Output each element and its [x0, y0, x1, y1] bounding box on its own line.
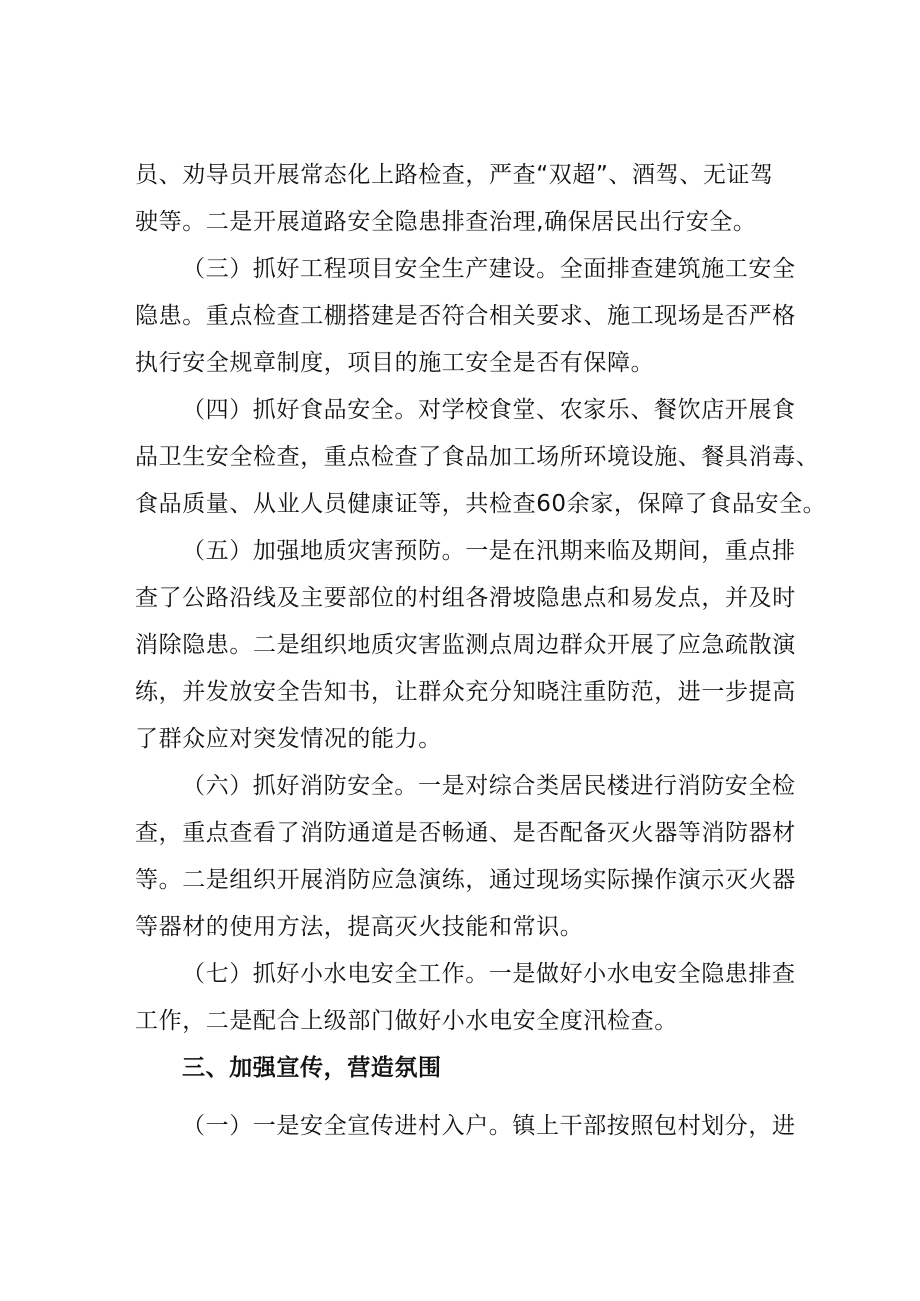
subsection-1-paragraph-start: （一）一是安全宣传进村入户。镇上干部按照包村划分，进 — [182, 1113, 796, 1139]
body-text-line: 消除隐患。二是组织地质灾害监测点周边群众开展了应急疏散演 — [135, 632, 796, 658]
body-text-line: 品卫生安全检查，重点检查了食品加工场所环境设施、餐具消毒、 — [135, 444, 820, 470]
section-4-paragraph-start: （四）抓好食品安全。对学校食堂、农家乐、餐饮店开展食 — [182, 397, 796, 423]
body-text-line: 等器材的使用方法，提高灭火技能和常识。 — [135, 914, 584, 940]
section-heading: 三、加强宣传，营造氛围 — [182, 1055, 442, 1081]
body-text-line: 食品质量、从业人员健康证等，共检查60余家，保障了食品安全。 — [135, 491, 827, 517]
body-text-line: 隐患。重点检查工棚搭建是否符合相关要求、施工现场是否严格 — [135, 303, 796, 329]
section-6-paragraph-start: （六）抓好消防安全。一是对综合类居民楼进行消防安全检 — [182, 773, 796, 799]
section-7-paragraph-start: （七）抓好小水电安全工作。一是做好小水电安全隐患排查 — [182, 961, 796, 987]
body-text-line: 查，重点查看了消防通道是否畅通、是否配备灭火器等消防器材 — [135, 820, 796, 846]
body-text-line: 执行安全规章制度，项目的施工安全是否有保障。 — [135, 350, 655, 376]
body-text-line: 了群众应对突发情况的能力。 — [135, 726, 442, 752]
body-text-line: 练，并发放安全告知书，让群众充分知晓注重防范，进一步提高 — [135, 679, 796, 705]
body-text-line: 工作，二是配合上级部门做好小水电安全度汛检查。 — [135, 1008, 678, 1034]
body-text-line: 查了公路沿线及主要部位的村组各滑坡隐患点和易发点，并及时 — [135, 585, 796, 611]
section-3-paragraph-start: （三）抓好工程项目安全生产建设。全面排查建筑施工安全 — [182, 256, 796, 282]
body-text-line: 员、劝导员开展常态化上路检查，严查“双超”、酒驾、无证驾 — [135, 162, 774, 188]
body-text-line: 驶等。二是开展道路安全隐患排查治理,确保居民出行安全。 — [135, 209, 757, 235]
section-5-paragraph-start: （五）加强地质灾害预防。一是在汛期来临及期间，重点排 — [182, 538, 796, 564]
body-text-line: 等。二是组织开展消防应急演练，通过现场实际操作演示灭火器 — [135, 867, 796, 893]
